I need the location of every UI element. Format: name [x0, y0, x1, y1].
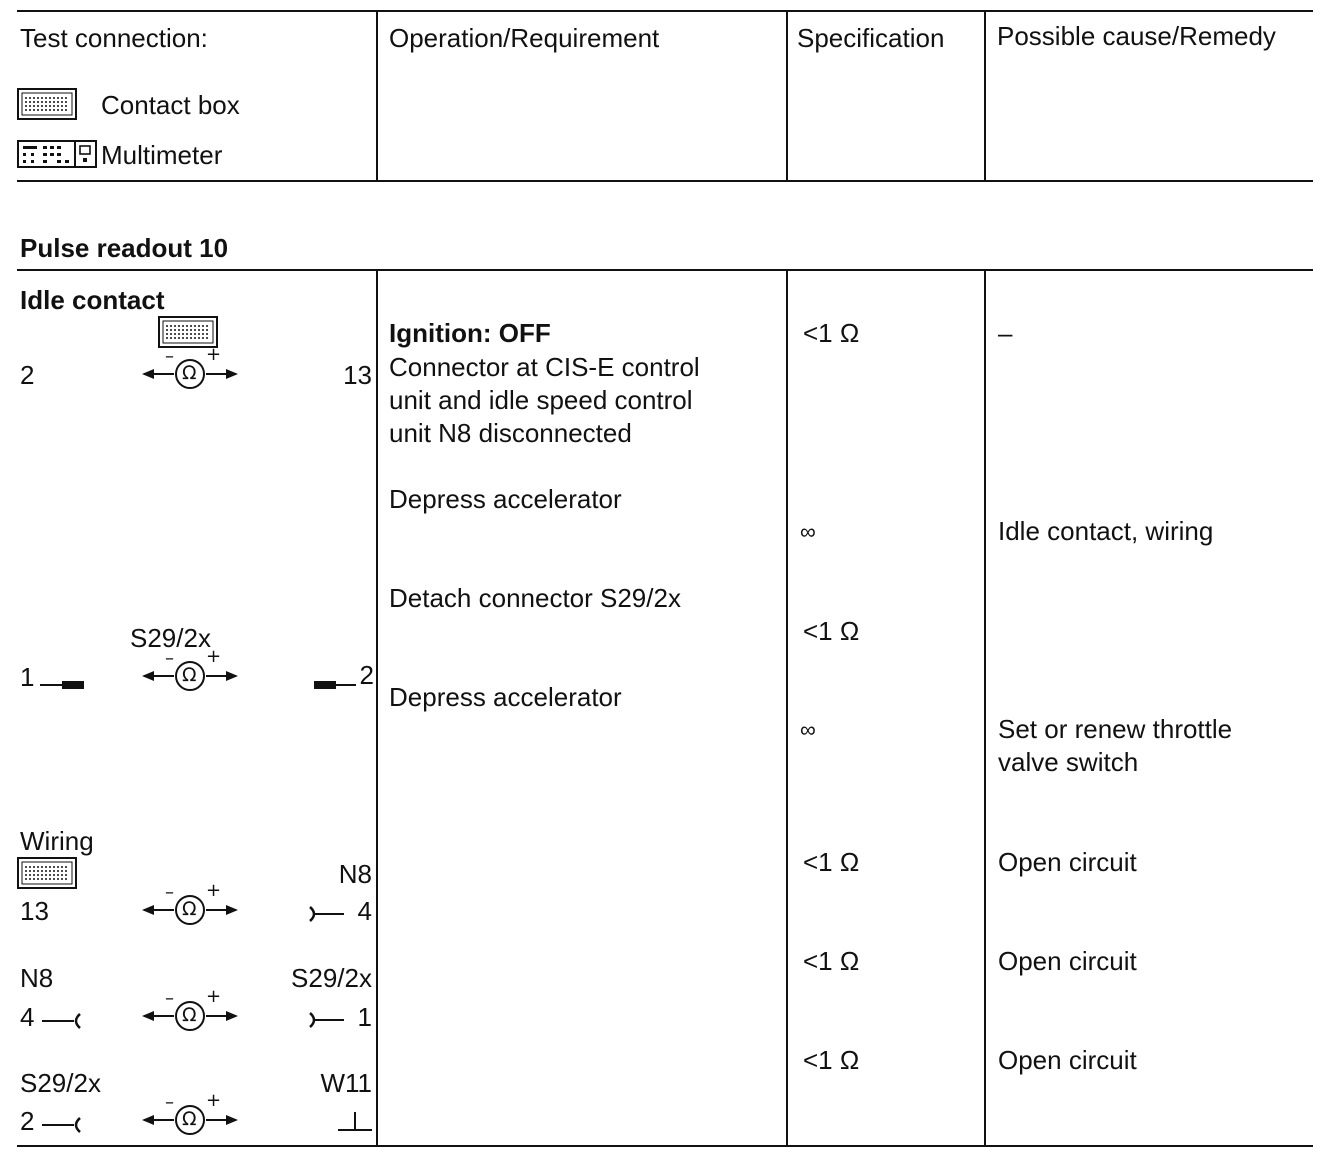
ohmmeter-symbol: – Ω +	[140, 1096, 240, 1136]
header-specification: Specification	[797, 23, 945, 53]
test2b-op: Depress accelerator	[389, 682, 622, 712]
test1-op-line: unit and idle speed control	[389, 385, 693, 415]
col-divider-2-body	[786, 269, 788, 1147]
test2b-cause-line: valve switch	[998, 747, 1139, 777]
contact-box-icon	[17, 88, 77, 120]
header-test-connection: Test connection:	[20, 23, 208, 53]
test2b-cause-line: Set or renew throttle	[998, 714, 1233, 744]
wiring1-left-terminal: 13	[20, 896, 49, 926]
section-subtitle: Idle contact	[20, 285, 165, 315]
contact-box-label: Contact box	[101, 90, 240, 120]
wiring3-left-label: S29/2x	[20, 1068, 101, 1098]
test2-right-terminal: 2	[359, 660, 374, 690]
ohmmeter-symbol: – Ω +	[140, 886, 240, 926]
header-top-rule	[17, 10, 1313, 12]
wiring2-left-terminal: 4	[20, 1002, 35, 1032]
test1-cause: –	[998, 318, 1013, 348]
wiring1-right-terminal: 4	[357, 896, 372, 926]
col-divider-1-body	[376, 269, 378, 1147]
col-divider-3	[984, 10, 986, 182]
section-rule	[17, 269, 1313, 271]
test1-op-title: Ignition: OFF	[389, 318, 551, 348]
test1-spec: <1 Ω	[803, 318, 860, 348]
test1-op-line: Connector at CIS-E control	[389, 352, 700, 382]
col-divider-1	[376, 10, 378, 182]
pin-connector-icon	[40, 676, 86, 692]
test1-right-terminal: 13	[343, 360, 372, 390]
wiring3-cause: Open circuit	[998, 1045, 1137, 1075]
ground-icon	[336, 1110, 374, 1136]
test2-spec: <1 Ω	[803, 616, 860, 646]
test2-left-terminal: 1	[20, 662, 35, 692]
header-operation: Operation/Requirement	[389, 23, 660, 53]
test2-connector-label: S29/2x	[130, 623, 211, 653]
socket-connector-icon	[40, 1010, 82, 1032]
wiring2-spec: <1 Ω	[803, 946, 860, 976]
wiring1-right-label: N8	[338, 859, 372, 889]
wiring2-cause: Open circuit	[998, 946, 1137, 976]
ohmmeter-symbol: – Ω +	[140, 652, 240, 692]
wiring3-left-terminal: 2	[20, 1106, 35, 1136]
contact-box-icon	[17, 857, 77, 889]
section-title: Pulse readout 10	[20, 233, 229, 263]
col-divider-3-body	[984, 269, 986, 1147]
wiring1-spec: <1 Ω	[803, 847, 860, 877]
multimeter-label: Multimeter	[101, 140, 223, 170]
test1-left-terminal: 2	[20, 360, 35, 390]
wiring2-right-label: S29/2x	[291, 963, 372, 993]
wiring3-right-label: W11	[320, 1068, 372, 1098]
wiring2-left-label: N8	[20, 963, 54, 993]
test1b-cause: Idle contact, wiring	[998, 516, 1214, 546]
test2b-spec: ∞	[800, 717, 816, 742]
wiring-label: Wiring	[20, 826, 94, 856]
socket-connector-icon	[40, 1114, 82, 1136]
header-bottom-rule	[17, 180, 1313, 182]
test2-op: Detach connector S29/2x	[389, 583, 681, 613]
test1-op-line: unit N8 disconnected	[389, 418, 632, 448]
wiring3-spec: <1 Ω	[803, 1045, 860, 1075]
ohmmeter-symbol: – Ω +	[140, 992, 240, 1032]
multimeter-icon	[17, 140, 97, 168]
test1b-op: Depress accelerator	[389, 484, 622, 514]
ohmmeter-symbol: – Ω +	[140, 350, 240, 390]
header-cause: Possible cause/Remedy	[997, 21, 1276, 51]
test1b-spec: ∞	[800, 519, 816, 544]
col-divider-2	[786, 10, 788, 182]
table-bottom-rule	[17, 1145, 1313, 1147]
wiring1-cause: Open circuit	[998, 847, 1137, 877]
wiring2-right-terminal: 1	[357, 1002, 372, 1032]
